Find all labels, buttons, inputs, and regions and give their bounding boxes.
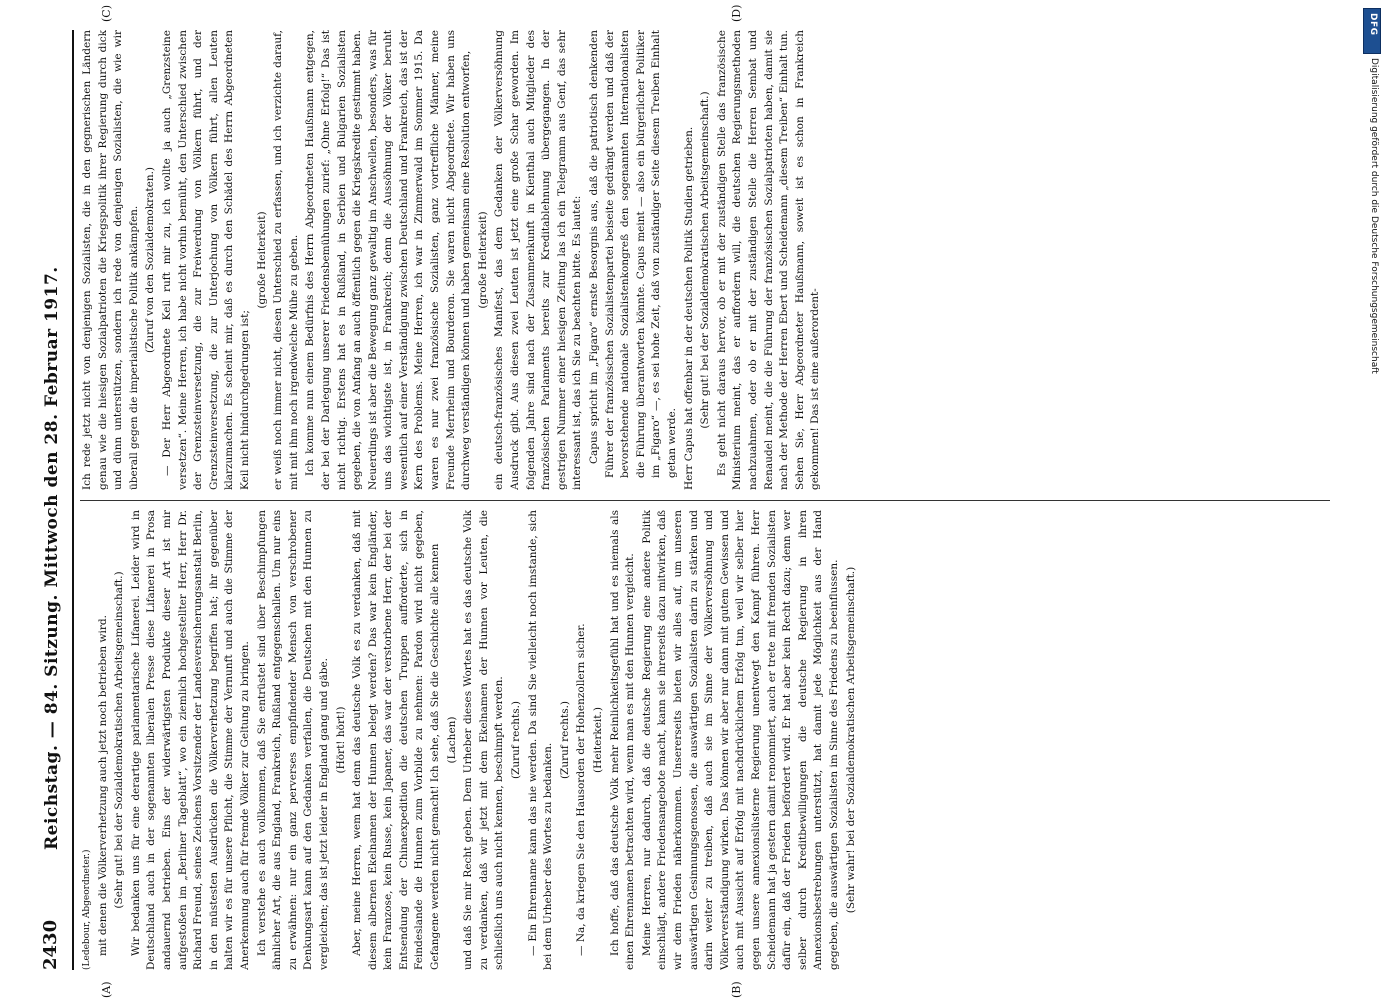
body-paragraph: ein deutsch-französisches Manifest, das dem Gedanken der Völkerversöhnung Ausdruck gibt. Aus diesen zwei Leuten ist jetzt eine große Schar geworden. Im folgenden Jahre sind nach der Zusammenkunft in Kienthal auch Mitglieder des französischen Parlaments bereits zur Kreditablehnung übergegangen. In der gestrigen Nummer einer hiesigen Zeitung las ich ein Telegramm aus Genf, das sehr interessant ist, das ich Sie zu beachten bitte. Es lautet: bbox=[493, 30, 584, 490]
digitization-credit-text: Digitalisierung gefördert durch die Deutsche Forschungsgemeinschaft bbox=[1369, 58, 1379, 374]
margin-letter-d: (D) bbox=[730, 4, 743, 22]
interjection-note: (Zuruf rechts.) bbox=[510, 700, 523, 780]
body-paragraph: Ich komme nun einem Bedürfnis des Herrn Abgeordneten Haußmann entgegen, der bei der Darlegung unserer Friedensbemühungen zurief: „Ohne Erfolg!“ Das ist nicht richtig. Erstens hat es in Rußland, in Serbien und Bulgarien Sozialisten gegeben, die von Anfang an auch öffentlich gegen die Kriegskredite gestimmt haben. Neuerdings ist aber die Bewegung ganz gewaltig im Anschwellen, besonders, was für uns das wichtigste ist, in Frankreich; denn die Aussöhnung der Völker beruht wesentlich auf einer Verständigung zwischen Deutschland und Frankreich, das ist der Kern des Problems. Meine Herren, ich war in Zimmerwald im Sommer 1915. Da waren es nur zwei französische Sozialisten, ganz vortreffliche Männer, meine Freunde Merrheim und Bourderon. Sie waren nicht Abgeordnete. Wir haben uns durchweg verständigen können und haben gemeinsam eine Resolution entworfen, bbox=[304, 30, 473, 490]
body-paragraph: Ich hoffe, daß das deutsche Volk mehr Reinlichkeitsgefühl hat und es niemals als einen Ehrennamen betrachten wird, wenn man es mit den Hunnen vergleicht. bbox=[608, 510, 637, 970]
body-paragraph: Ich verstehe es auch vollkommen, daß Sie entrüstet sind über Beschimpfungen ähnlicher Art, die aus England, Frankreich, Rußland entgegenschallen. Um nur eins zu erwähnen: nur ein ganz perverses empfindender Mensch von verschrobener Denkungsart kann auf den Gedanken verfallen, die Deutschen mit den Hunnen zu vergleichen; das ist jetzt leider in England gang und gäbe. bbox=[255, 510, 330, 970]
body-paragraph: Aber, meine Herren, wem hat denn das deutsche Volk es zu verdanken, daß mit diesem albernen Ekelnamen der Hunnen belegt werden? Das war kein Engländer, kein Franzose, kein Russe, kein Japaner, das war der verstorbene Herr, der bei der Entsendung der Chinaexpedition die deutschen Truppen aufforderte, sich in Feindeslande die Hunnen zum Vorbilde zu nehmen: Pardon wird nicht gegeben, Gefangene werden nicht gemacht! Ich sehe, daß Sie die Geschichte alle kennen bbox=[351, 510, 442, 970]
dfg-logo bbox=[1363, 8, 1381, 54]
interjection-note: (Hört! hört!) bbox=[334, 706, 347, 774]
text-column-right bbox=[80, 30, 1340, 490]
interjection-note: (Lachen) bbox=[445, 716, 458, 764]
speaker-tag: (Ledebour, Abgeordneter.) bbox=[82, 849, 92, 970]
body-paragraph: Meine Herren, nur dadurch, daß die deutsche Regierung eine andere Politik einschlägt, andere Friedensangebote macht, kann sie ihrerseits dazu mitwirken, daß wir dem Frieden näherkommen. Unsererseits bieten wir alles auf, um unseren auswärtigen Gesinnungsgenossen, die auswärtigen Sozialisten darin zu stärken und darin weiter zu treiben, daß auch sie im Sinne der Völkerversöhnung und Völkerverständigung wirken. Das können wir aber nur dann mit gutem Gewissen und auch mit Aussicht auf Erfolg mit nachdrücklichem Erfolg tun, weil wir selber hier gegen unsere annexionslüsterne Regierung unentwegt den Kampf führen. Herr Scheidemann hat ja gestern damit renommiert, auch er trete mit fremden Sozialisten dafür ein, daß der Frieden befördert wird. Er hat aber kein Recht dazu; denn wer selber durch Kreditbewilligungen die deutsche Regierung in ihren Annexionsbestrebungen unterstützt, hat damit jede Möglichkeit aus der Hand gegeben, die auswärtigen Sozialisten im Sinne des Friedens zu beeinflussen. bbox=[640, 510, 840, 970]
body-paragraph: und daß Sie mir Recht geben. Dem Urheber dieses Wortes hat es das deutsche Volk zu verdanken, daß wir jetzt mit dem Ekelnamen der Hunnen vor Leuten, die schließlich uns auch nicht kennen, beschimpft werden. bbox=[462, 510, 506, 970]
interjection-note: (Zuruf von den Sozialdemokraten.) bbox=[144, 166, 157, 354]
body-paragraph: Es geht nicht daraus hervor, ob er mit der zuständigen Stelle das französische Ministerium meint, das er auffordern will, die deutschen Regierungsmethoden nachzuahmen, oder ob er mit der zuständigen Stelle die Herren Sembat und Renaudel meint, die die Führung der französischen Sozialpatrioten haben, damit sie nach der Methode der Herren Ebert und Scheidemann „diesem Treiben“ Einhalt tun. Sehen Sie, Herr Abgeordneter Haußmann, soweit ist es schon in Frankreich gekommen! Das ist eine außerordent- bbox=[715, 30, 822, 490]
interjection-note: (große Heiterkeit) bbox=[476, 211, 489, 309]
interjection-note: (große Heiterkeit) bbox=[255, 211, 268, 309]
interjection-note: (Sehr gut! bei der Sozialdemokratischen Arbeitsgemeinschaft.) bbox=[113, 571, 126, 909]
interjection-note: (Sehr wahr! bei der Sozialdemokratischen Arbeitsgemeinschaft.) bbox=[844, 566, 857, 914]
page-number: 2430 bbox=[40, 919, 61, 970]
interjection-note: (Zuruf rechts.) bbox=[558, 700, 571, 780]
margin-letter-b: (B) bbox=[730, 981, 743, 998]
page-header bbox=[30, 30, 70, 970]
margin-letter-a: (A) bbox=[100, 981, 113, 998]
rotated-document-page bbox=[30, 4, 1350, 998]
body-paragraph: Ich rede jetzt nicht von denjenigen Sozialisten, die in den gegnerischen Ländern genau wie die hiesigen Sozialpatrioten die Kriegspolitik ihrer Regierung durch dick und dünn unterstützen, sondern ich rede von denjenigen Sozialisten, die wie wir überall gegen die imperialistische Politik ankämpfen. bbox=[81, 30, 140, 490]
interjection-note: (Sehr gut! bei der Sozialdemokratischen Arbeitsgemeinschaft.) bbox=[699, 91, 712, 429]
body-paragraph: Wir bedanken uns für eine derartige parlamentarische Lifanerei. Leider wird in Deutschland auch in der sogenannten liberalen Presse diese Lifanerei in Prosa andauernd betrieben. Eins der widerwärtigsten Produkte dieser Art ist mir aufgestoßen im „Berliner Tageblatt“, wo ein ziemlich hochgestellter Herr, Herr Dr. Richard Freund, seines Zeichens Vorsitzender der Landesversicherungsanstalt Berlin, in den müstesten Ausdrücken die Völkerverhetzung begriffen hat; ihr gegenüber halten wir es für unsere Pflicht, die Stimme der Vernunft und auch die Stimme der Anerkennung auch für fremde Völker zur Geltung zu bringen. bbox=[129, 510, 251, 970]
body-paragraph: — Der Herr Abgeordnete Keil ruft mir zu, ich wollte ja auch „Grenzsteine versetzen“. Meine Herren, ich habe nicht vorhin bemüht, den Unterschied zwischen der Grenzsteinversetzung, die zur Freiwerdung von Völkern führt, und der Grenzsteinversetzung, die zur Unterjochung von Völkern führt, allen Leuten klarzumachen. Es scheint mir, daß es durch den Schädel des Herrn Abgeordneten Keil nicht hindurchgedrungen ist; bbox=[160, 30, 251, 490]
text-column-left bbox=[80, 510, 1340, 970]
header-rule bbox=[72, 30, 74, 970]
column-divider bbox=[80, 500, 1330, 501]
dfg-logo-text: DFG bbox=[1368, 13, 1378, 36]
body-paragraph: — Na, da kriegen Sie den Hausorden der Hohenzollern sicher. bbox=[575, 623, 588, 956]
body-paragraph: mit denen die Völkerverhetzung auch jetzt noch betrieben wird. bbox=[96, 615, 109, 956]
body-paragraph: Herr Capus hat offenbar in der deutschen Politik Studien getrieben. bbox=[682, 126, 695, 490]
digitization-credit bbox=[1365, 58, 1379, 938]
margin-letter-c: (C) bbox=[100, 5, 113, 22]
body-paragraph: — Ein Ehrenname kann das nie werden. Da sind Sie vielleicht noch imstande, sich bei dem Urheber des Wortes zu bedanken. bbox=[526, 510, 555, 970]
interjection-note: (Heiterkeit.) bbox=[592, 707, 604, 773]
body-paragraph: er weiß noch immer nicht, diesen Unterschied zu erfassen, und ich verzichte darauf, mit mit ihm noch irgendwelche Mühe zu geben. bbox=[272, 30, 300, 490]
quoted-paragraph: Capus spricht im „Figaro“ ernste Besorgnis aus, daß die patriotisch denkenden Führer der französischen Sozialistenpartei beiseite gedrängt werden und daß der bevorstehende nationale Sozialistenkongreß den sogenannten Internationalisten die Führung überantworten könnte. Capus meint — also ein bürgerlicher Politiker im „Figaro“ —, es sei hohe Zeit, daß von zuständiger Seite diesem Treiben Einhalt getan werde. bbox=[588, 30, 678, 478]
page-title: Reichstag. — 84. Sitzung. Mittwoch den 28. Februar 1917. bbox=[42, 266, 62, 850]
